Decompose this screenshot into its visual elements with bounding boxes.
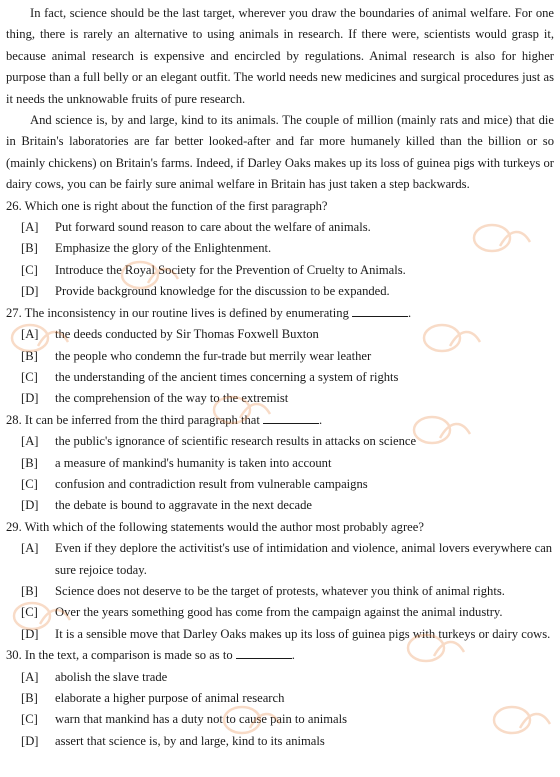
option-text: Emphasize the glory of the Enlightenment. [55, 241, 272, 256]
question-30 [6, 645, 554, 752]
option-letter: [C] [21, 712, 38, 727]
option-text: elaborate a higher purpose of animal research [55, 691, 285, 705]
option-letter: [C] [21, 369, 38, 384]
option-letter: [C] [21, 476, 38, 491]
option-text: the people who condemn the fur-trade but merrily wear leather [55, 348, 372, 363]
question-stem [6, 303, 554, 324]
option-letter: [C] [21, 605, 38, 620]
exam-page [6, 3, 554, 752]
option-c [21, 367, 554, 388]
option-text: Introduce the Royal Society for the Prevention of Cruelty to Animals. [55, 262, 406, 277]
option-text: It is a sensible move that Darley Oaks makes up its loss of guinea pigs with turkeys or dairy cows. [55, 626, 551, 641]
passage-paragraph-2: And science is, by and large, kind to its animals. The couple of million (mainly rats and mice) that die in Britain's laboratories are far better looked-after and far more humanely killed than the billion or so (mainly chickens) on Britain's farms. Indeed, if Darley Oaks makes up its loss of guinea pigs with turkeys or dairy cows, you can be fairly sure animal welfare in Britain has just taken a step backwards. [6, 113, 554, 192]
option-c [21, 709, 554, 730]
option-c [21, 602, 554, 623]
option-b [21, 238, 554, 259]
option-text: the understanding of the ancient times concerning a system of rights [55, 369, 399, 384]
option-d [21, 495, 554, 516]
stem-end: . [291, 648, 295, 663]
option-text: Over the years something good has come from the campaign against the animal industry. [55, 605, 503, 620]
option-text: Put forward sound reason to care about the welfare of animals. [55, 220, 371, 235]
option-letter: [A] [21, 220, 39, 235]
option-text: assert that science is, by and large, kind to its animals [55, 733, 325, 748]
option-a [21, 667, 554, 688]
question-26 [6, 196, 554, 303]
option-d [21, 731, 554, 752]
answer-blank [263, 411, 319, 424]
option-letter: [B] [21, 691, 38, 705]
option-text: the deeds conducted by Sir Thomas Foxwell Buxton [55, 327, 319, 342]
question-27 [6, 303, 554, 410]
option-b [21, 688, 554, 709]
stem-end: . [408, 305, 412, 320]
option-letter: [B] [21, 583, 38, 598]
question-stem [6, 410, 554, 431]
option-text: the comprehension of the way to the extremist [55, 391, 289, 406]
option-letter: [C] [21, 262, 38, 277]
option-text: the debate is bound to aggravate in the next decade [55, 498, 313, 513]
option-text: Science does not deserve to be the target of protests, whatever you think of animal rights. [55, 583, 505, 598]
option-text: Even if they deplore the activitist's use of intimidation and violence, animal lovers everywhere can sure rejoice today. [55, 541, 553, 577]
option-c [21, 474, 554, 495]
option-text: the public's ignorance of scientific research results in attacks on science [55, 434, 417, 449]
option-text: warn that mankind has a duty not to cause pain to animals [55, 712, 348, 727]
option-letter: [D] [21, 391, 39, 406]
question-stem [6, 645, 554, 666]
option-text: a measure of mankind's humanity is taken into account [55, 455, 332, 470]
option-letter: [A] [21, 327, 39, 342]
question-stem-text: 27. The inconsistency in our routine lives is defined by enumerating [6, 305, 349, 320]
option-d [21, 388, 554, 409]
question-stem: 29. With which of the following statements would the author most probably agree? [6, 519, 424, 534]
question-29 [6, 517, 554, 645]
option-letter: [B] [21, 241, 38, 256]
option-b [21, 581, 554, 602]
question-28 [6, 410, 554, 517]
option-b [21, 346, 554, 367]
option-letter: [B] [21, 348, 38, 363]
stem-end: . [319, 412, 323, 427]
option-a [21, 431, 554, 452]
option-letter: [A] [21, 541, 39, 556]
question-stem: 26. Which one is right about the function of the first paragraph? [6, 198, 328, 213]
answer-blank [236, 646, 292, 659]
option-a [21, 538, 554, 581]
option-c [21, 260, 554, 281]
option-letter: [D] [21, 498, 39, 513]
question-stem-text: 30. In the text, a comparison is made so as to [6, 648, 233, 663]
option-letter: [D] [21, 626, 39, 641]
option-b [21, 453, 554, 474]
option-d [21, 624, 554, 645]
answer-blank [352, 304, 408, 317]
option-a [21, 324, 554, 345]
option-text: abolish the slave trade [55, 669, 168, 684]
option-letter: [A] [21, 669, 39, 684]
option-letter: [A] [21, 434, 39, 449]
option-text: confusion and contradiction result from vulnerable campaigns [55, 476, 368, 491]
option-letter: [B] [21, 455, 38, 470]
option-d [21, 281, 554, 302]
option-text: Provide background knowledge for the discussion to be expanded. [55, 284, 390, 299]
option-letter: [D] [21, 284, 39, 299]
option-letter: [D] [21, 733, 39, 748]
question-stem-text: 28. It can be inferred from the third paragraph that [6, 412, 260, 427]
option-a [21, 217, 554, 238]
passage-paragraph-1: In fact, science should be the last target, wherever you draw the boundaries of animal welfare. For one thing, there is rarely an alternative to using animals in research. If there were, scientists would grasp it, because animal research is expensive and encircled by regulations. Animal research is also for higher purpose than a full belly or an elegant outfit. The world needs new medicines and surgical procedures just as it needs the unknowable fruits of pure research. [6, 6, 554, 106]
